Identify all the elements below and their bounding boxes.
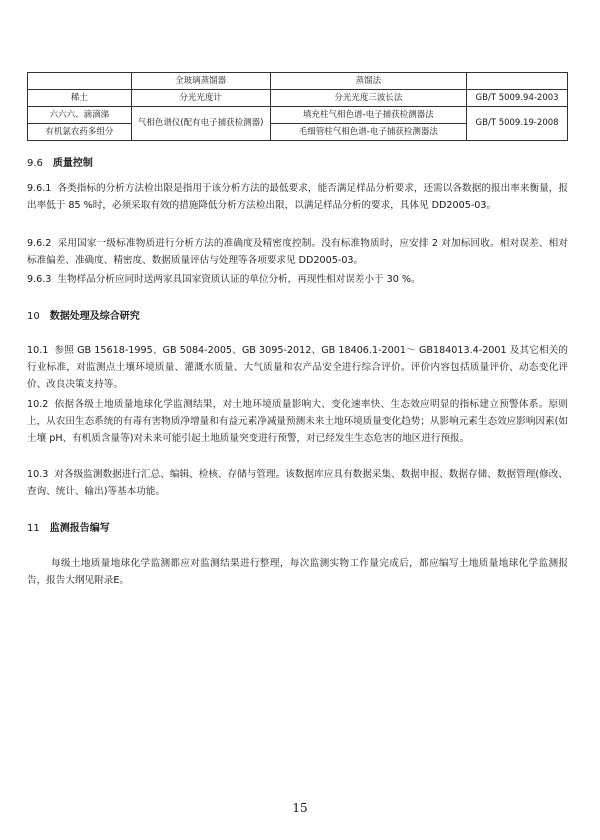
page-number: 15 (292, 801, 308, 815)
paragraph (27, 466, 568, 500)
table-row (28, 73, 568, 90)
section-number: 11 (27, 523, 40, 534)
clause-number: 10.3 (27, 469, 49, 480)
table-cell: 稀土 (28, 90, 132, 107)
table-cell (467, 73, 568, 90)
table-row (28, 107, 568, 124)
clause-text: 参照 GB 15618-1995、GB 5084-2005、GB 3095-2012、GB 18406.1-2001～ GB184013.4-2001 及其它相关的行业标准，对监测点土壤环境质量、灌溉水质量、大气质量和农产品安全进行综合评价。评价内容包括质量评价、动态变化评价、改良决策支持等。 (27, 345, 568, 390)
clause-number: 9.6.2 (27, 238, 52, 249)
paragraph (27, 342, 568, 393)
clause-number: 10.2 (27, 399, 49, 410)
table-cell: 全玻璃蒸馏器 (131, 73, 270, 90)
clause-number: 10.1 (27, 345, 49, 356)
table-cell: 六六六、滴滴涕 (28, 107, 132, 124)
method-table (27, 72, 568, 141)
section-number: 9.6 (27, 158, 43, 169)
table-cell: 分光光度计 (131, 90, 270, 107)
table-cell: 气相色谱仪(配有电子捕获检测器) (131, 107, 270, 141)
table-cell: GB/T 5009.94-2003 (467, 90, 568, 107)
clause-text: 各类指标的分析方法检出限是指用于该分析方法的最低要求，能否满足样品分析要求，还需以各数据的报出率来衡量，报出率低于 85 %时，必须采取有效的措施降低分析方法检出限，以满足样品分析的要求，具体见 DD2005-03。 (27, 183, 568, 211)
section-title: 质量控制 (52, 158, 93, 169)
section-title: 数据处理及综合研究 (49, 311, 140, 322)
section-heading (27, 154, 93, 169)
section-number: 10 (27, 311, 40, 322)
paragraph (27, 235, 568, 269)
table-cell: 有机氯农药多组分 (28, 124, 132, 141)
clause-text: 对各级监测数据进行汇总、编辑、检核、存储与管理。该数据库应具有数据采集、数据申报、数据存储、数据管理(修改、查询、统计、输出)等基本功能。 (27, 469, 568, 497)
section-title: 监测报告编写 (49, 523, 110, 534)
table-cell: 分光光度三波长法 (270, 90, 467, 107)
table-row (28, 90, 568, 107)
clause-text: 采用国家一级标准物质进行分析方法的准确度及精密度控制。没有标准物质时，应安排 2 对加标回收。相对误差、相对标准偏差、准确度、精密度、数据质量评估与处理等各项要求见 DD2005-03。 (27, 238, 568, 266)
paragraph (27, 180, 568, 214)
clause-text: 每级土地质量地球化学监测都应对监测结果进行整理，每次监测实物工作量完成后，都应编写土地质量地球化学监测报告，报告大纲见附录E。 (27, 558, 568, 586)
section-heading (27, 307, 140, 322)
clause-text: 依据各级土地质量地球化学监测结果，对土地环境质量影响大、变化速率快、生态效应明显的指标建立预警体系。原则上，从农田生态系统的有毒有害物质净增量和有益元素净减量预测未来土地环境质量变化趋势；从影响元素生态效应影响因素(如土壤 pH、有机质含量等)对未来可能引起土地质量突变进行预警，对已经发生生态危害的地区进行预报。 (27, 399, 568, 444)
section-heading (27, 519, 110, 534)
paragraph (27, 396, 568, 447)
table-cell (28, 73, 132, 90)
clause-text: 生物样品分析应同时送两家具国家资质认证的单位分析，再现性相对误差小于 30 %。 (57, 274, 421, 285)
paragraph (27, 271, 568, 288)
table-cell: GB/T 5009.19-2008 (467, 107, 568, 141)
clause-number: 9.6.1 (27, 183, 52, 194)
clause-number: 9.6.3 (27, 274, 52, 285)
table-cell: 毛细管柱气相色谱-电子捕获检测器法 (270, 124, 467, 141)
table-cell: 蒸馏法 (270, 73, 467, 90)
paragraph (27, 555, 568, 589)
table-cell: 填充柱气相色谱-电子捕获检测器法 (270, 107, 467, 124)
